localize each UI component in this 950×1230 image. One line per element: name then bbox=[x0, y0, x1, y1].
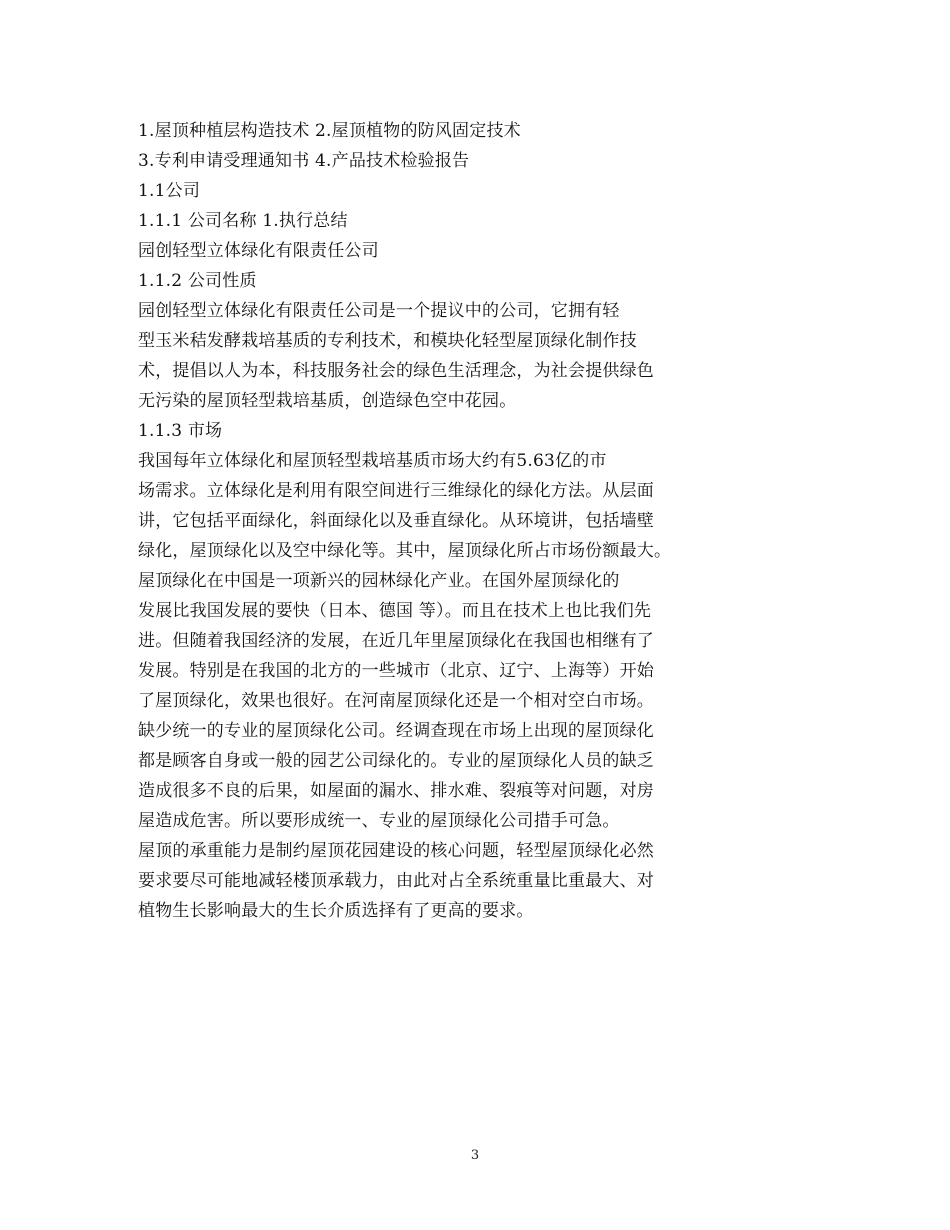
paragraph-line: 要求要尽可能地减轻楼顶承载力，由此对占全系统重量比重最大、对 bbox=[138, 871, 654, 891]
page-number: 3 bbox=[470, 1148, 480, 1163]
company-name-text: 园创轻型立体绿化有限责任公司 bbox=[138, 241, 379, 261]
paragraph-line: 发展。特别是在我国的北方的一些城市（北京、辽宁、上海等）开始 bbox=[138, 661, 654, 681]
paragraph-line: 园创轻型立体绿化有限责任公司是一个提议中的公司，它拥有轻 bbox=[138, 301, 620, 321]
paragraph-line: 屋顶的承重能力是制约屋顶花园建设的核心问题，轻型屋顶绿化必然 bbox=[138, 841, 654, 861]
paragraph-line: 了屋顶绿化，效果也很好。在河南屋顶绿化还是一个相对空白市场。 bbox=[138, 691, 654, 711]
document-body bbox=[138, 116, 738, 926]
paragraph-line: 型玉米秸发酵栽培基质的专利技术，和模块化轻型屋顶绿化制作技 bbox=[138, 331, 637, 351]
text-line-patent-list-2: 3.专利申请受理通知书 4.产品技术检验报告 bbox=[138, 151, 470, 171]
paragraph-line: 屋顶绿化在中国是一项新兴的园林绿化产业。在国外屋顶绿化的 bbox=[138, 571, 620, 591]
paragraph-line: 屋造成危害。所以要形成统一、专业的屋顶绿化公司措手可急。 bbox=[138, 811, 620, 831]
paragraph-line: 场需求。立体绿化是利用有限空间进行三维绿化的绿化方法。从层面 bbox=[138, 481, 654, 501]
subsection-heading-market: 1.1.3 市场 bbox=[138, 421, 223, 441]
subsection-heading-company-nature: 1.1.2 公司性质 bbox=[138, 271, 257, 291]
paragraph-line: 我国每年立体绿化和屋顶轻型栽培基质市场大约有5.63亿的市 bbox=[138, 451, 607, 471]
paragraph-line: 术，提倡以人为本，科技服务社会的绿色生活理念，为社会提供绿色 bbox=[138, 361, 654, 381]
paragraph-line: 都是顾客自身或一般的园艺公司绿化的。专业的屋顶绿化人员的缺乏 bbox=[138, 751, 654, 771]
section-heading-company: 1.1公司 bbox=[138, 181, 201, 201]
paragraph-line: 进。但随着我国经济的发展，在近几年里屋顶绿化在我国也相继有了 bbox=[138, 631, 654, 651]
paragraph-line: 绿化，屋顶绿化以及空中绿化等。其中，屋顶绿化所占市场份额最大。 bbox=[138, 541, 672, 561]
paragraph-line: 讲，它包括平面绿化，斜面绿化以及垂直绿化。从环境讲，包括墙壁 bbox=[138, 511, 654, 531]
text-line-patent-list-1: 1.屋顶种植层构造技术 2.屋顶植物的防风固定技术 bbox=[138, 121, 521, 141]
paragraph-line: 植物生长影响最大的生长介质选择有了更高的要求。 bbox=[138, 901, 534, 921]
paragraph-line: 缺少统一的专业的屋顶绿化公司。经调查现在市场上出现的屋顶绿化 bbox=[138, 721, 654, 741]
paragraph-line: 造成很多不良的后果，如屋面的漏水、排水难、裂痕等对问题，对房 bbox=[138, 781, 654, 801]
subsection-heading-company-name: 1.1.1 公司名称 1.执行总结 bbox=[138, 211, 348, 231]
paragraph-line: 发展比我国发展的要快（日本、德国 等）。而且在技术上也比我们先 bbox=[138, 601, 652, 621]
paragraph-line: 无污染的屋顶轻型栽培基质，创造绿色空中花园。 bbox=[138, 391, 517, 411]
